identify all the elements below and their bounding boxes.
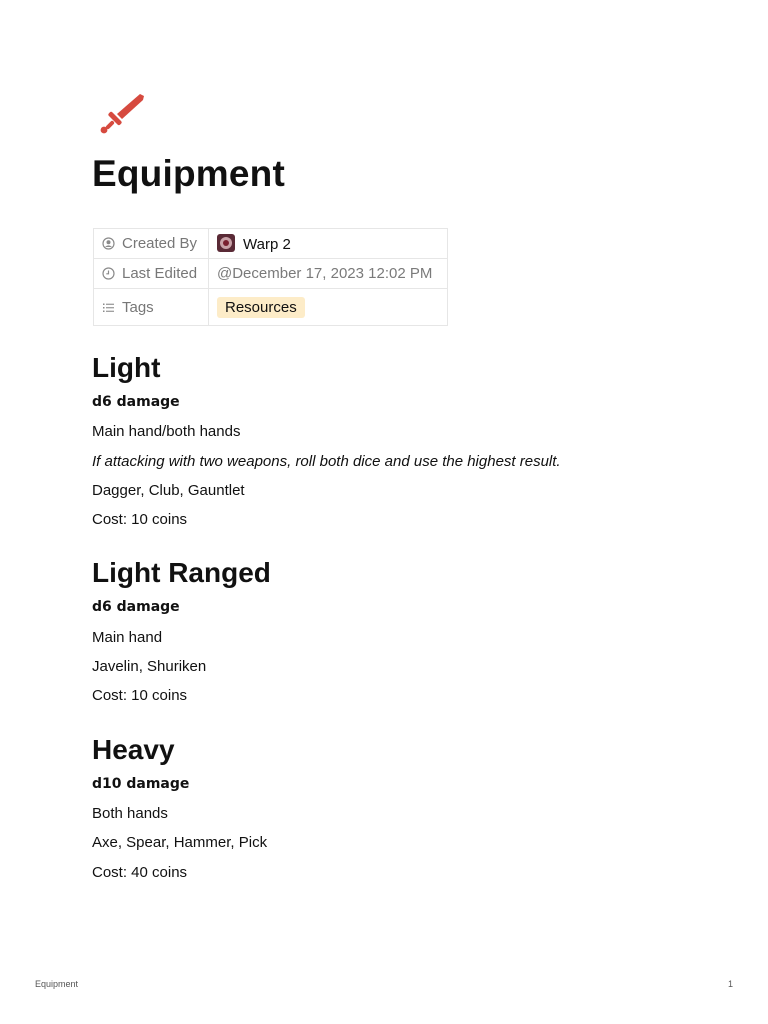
person-icon: [102, 237, 115, 250]
property-key-created-by: [94, 229, 209, 259]
clock-icon: [102, 267, 115, 280]
dagger-icon: [96, 92, 146, 136]
property-row-last-edited: [94, 259, 448, 289]
section-light-ranged: [92, 555, 692, 710]
property-label: Last Edited: [122, 265, 198, 282]
text-line: Main hand: [92, 628, 163, 646]
property-value-tags[interactable]: [209, 289, 448, 326]
tag-badge[interactable]: Resources: [217, 297, 305, 318]
property-value-last-edited: @December 17, 2023 12:02 PM: [209, 259, 448, 289]
footer-title: Equipment: [35, 979, 79, 989]
text-line: Javelin, Shuriken: [92, 658, 207, 676]
section-heading: Heavy: [92, 733, 175, 765]
note-line: If attacking with two weapons, roll both dice and use the highest result.: [92, 452, 561, 470]
property-label: Created By: [122, 235, 198, 252]
cost-line: Cost: 10 coins: [92, 511, 188, 529]
text-line: Main hand/both hands: [92, 423, 241, 441]
cost-line: Cost: 40 coins: [92, 863, 188, 881]
damage-line: d10 damage: [92, 775, 190, 792]
cost-line: Cost: 10 coins: [92, 687, 188, 705]
damage-line: d6 damage: [92, 394, 180, 410]
damage-line: d6 damage: [92, 599, 180, 616]
section-heading: Light Ranged: [92, 557, 271, 589]
text-line: Both hands: [92, 804, 168, 822]
properties-table: [93, 228, 448, 326]
footer-page-number: 1: [728, 979, 734, 989]
section-heavy: [92, 732, 692, 887]
property-row-tags: [94, 289, 448, 326]
property-row-created-by: [94, 229, 448, 259]
property-label: Tags: [122, 298, 154, 316]
page-title: Equipment: [92, 153, 285, 194]
creator-name[interactable]: Warp 2: [243, 236, 291, 253]
text-line: Axe, Spear, Hammer, Pick: [92, 834, 268, 852]
property-key-tags: [94, 289, 209, 326]
page-content: [92, 350, 692, 887]
property-value-created-by[interactable]: [209, 229, 448, 259]
section-light: [92, 350, 692, 534]
avatar: [217, 234, 235, 252]
text-line: Dagger, Club, Gauntlet: [92, 481, 245, 499]
list-icon: [102, 301, 115, 314]
section-heading: Light: [92, 352, 161, 383]
property-key-last-edited: [94, 259, 209, 289]
